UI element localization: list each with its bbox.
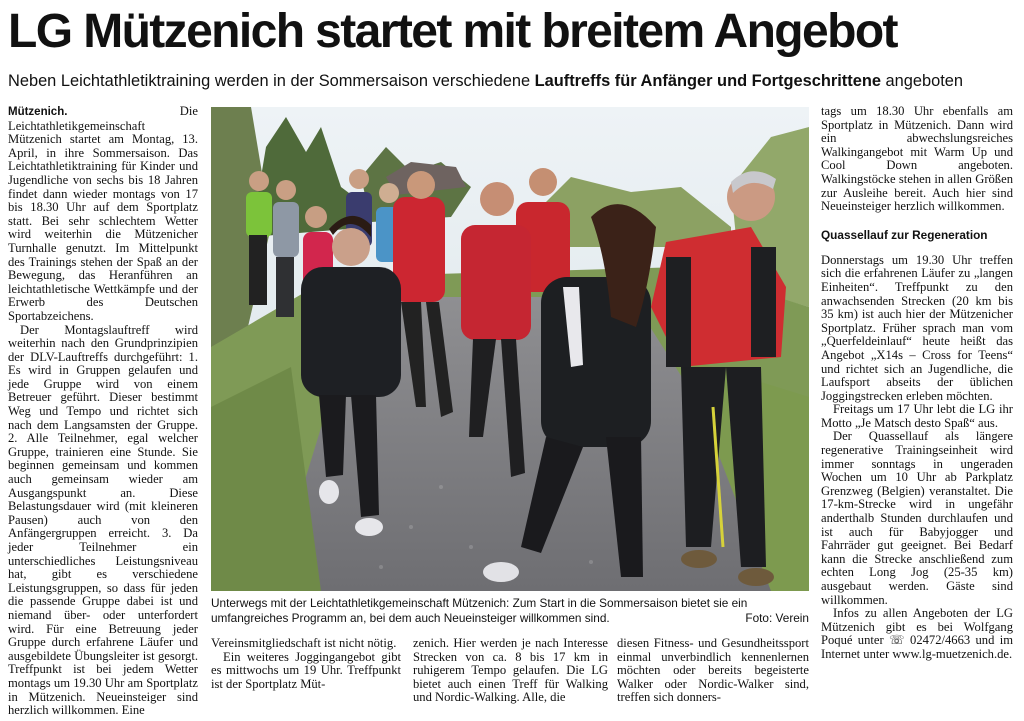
- photo-caption: [211, 596, 809, 625]
- paragraph: tags um 18.30 Uhr ebenfalls am Sportplatz in Mützenich. Dann wird ein abwechslungsreiches Walkingangebot mit Warm Up und Cool Down angeboten. Walkingstöcke stehen in allen Größen zur Ausleihe bereit. Auch hier sind Neueinsteiger herzlich willkommen.: [821, 104, 1013, 214]
- paragraph: Der Montagslauftreff wird weiterhin nach den Grundprinzipien der DLV-Lauftreffs durchgeführt: 1. Es wird in Gruppen gelaufen und jede Gruppe wird von einem Betreuer geführt. Dieser bestimmt Weg und Tempo und richtet sich nach dem Langsamsten der Gruppe. 2. Alle Teilnehmer, egal welcher Gruppe, trainieren eine Stunde. Sie beginnen gemeinsam und kommen auch gemeinsam wieder am Ausgangspunkt an. Diese Belastungsdauer wird (mit kleineren Pausen) auch von den Anfängergruppen erreicht. 3. Da jeder Teilnehmer ein unterschiedliches Leistungsniveau hat, gibt es verschiedene Leistungsgruppen, so dass für jeden die passende Gruppe dabei ist und niemand über- oder unterfordert wird. Für eine Betreuung jeder Gruppe durch erfahrene Läufer und ausgebildete Übungsleiter ist gesorgt. Treffpunkt ist bei jedem Wetter montags um 19.30 Uhr am Sportplatz in Mützenich. Neueinsteiger sind herzlich willkommen. Eine: [8, 322, 198, 718]
- article-photo: [211, 107, 809, 591]
- headline: LG Mützenich startet mit breitem Angebot: [8, 5, 897, 58]
- paragraph-text: Die Leichtathletikgemeinschaft Mützenich startet am Montag, 13. April, in ihre Sommersaison. Das Leichtathletiktraining für Kinder und Jugendliche von sechs bis 18 Jahren findet dann wieder montags von 17 bis 18.30 Uhr auf dem Sportplatz statt. Bei sehr schlechtem Wetter wird weiterhin die Mützenicher Turnhalle genutzt. Im Mittelpunkt des Trainings stehen der Spaß an der Bewegung, das Heranführen an leichtathletische Wettkämpfe und der Erwerb des Deutschen Sportabzeichens.: [8, 104, 198, 323]
- caption-text: Unterwegs mit der Leichtathletikgemeinschaft Mützenich: Zum Start in die Sommersaison bietet sie ein umfangreiches Programm an, bei dem auch Neueinsteiger willkommen sind.: [211, 596, 748, 625]
- photo-credit: Foto: Verein: [745, 610, 809, 625]
- dateline: Mützenich.: [8, 106, 68, 118]
- article-column-2: [211, 637, 401, 721]
- article-column-3: [413, 637, 608, 721]
- subheadline-end: angeboten: [880, 72, 964, 90]
- paragraph: Ein weiteres Joggingangebot gibt es mittwochs um 19 Uhr. Treffpunkt ist der Sportplatz Müt-: [211, 649, 401, 691]
- paragraph: Infos zu allen Angeboten der LG Mützenich gibt es bei Wolfgang Poqué unter ☏ 02472/4663 und im Internet unter www.lg-muetzenich.de.: [821, 606, 1013, 661]
- subheadline-start: Neben Leichtathletiktraining werden in der Sommersaison verschiedene: [8, 72, 535, 90]
- subheadline: [8, 70, 1018, 92]
- paragraph: [8, 105, 198, 324]
- paragraph: diesen Fitness- und Gesundheitssport einmal unverbindlich kennenlernen möchten oder bereits begeisterte Walker oder Nordic-Walker sind, treffen sich donners-: [617, 637, 809, 705]
- paragraph: zenich. Hier werden je nach Interesse Strecken von ca. 8 bis 17 km in ruhigerem Tempo gelaufen. Die LG bietet auch einen Treff für Walking und Nordic-Walking. Alle, die: [413, 637, 608, 705]
- article-column-4: [617, 637, 809, 721]
- subheadline-bold: Lauftreffs für Anfänger und Fortgeschrittene: [534, 72, 881, 90]
- paragraph: Freitags um 17 Uhr lebt die LG ihr Motto „Je Matsch desto Spaß“ aus.: [821, 402, 1013, 430]
- paragraph: Der Quassellauf als längere regenerative Trainingseinheit wird immer sonntags in ungeraden Wochen um 10 Uhr ab Parkplatz Grenzweg (Belgien) veranstaltet. Die 17-km-Strecke wird in ungefähr anderthalb Stunden durchlaufen und ist auch für Babyjogger und Fahrräder gut geeignet. Bei Bedarf kann die Strecke anschließend zum echten Long Jog (25-35 km) ausgebaut werden. Gäste sind willkommen.: [821, 429, 1013, 607]
- article-column-1: [8, 105, 198, 718]
- runners-photo: [211, 107, 809, 591]
- article-column-5: [821, 105, 1013, 662]
- paragraph: Vereinsmitgliedschaft ist nicht nötig.: [211, 637, 397, 650]
- paragraph: Donnerstags um 19.30 Uhr treffen sich die erfahrenen Läufer zu „langen Einheiten“. Treffpunkt zu den anwachsenden Strecken (20 km bis 35 km) ist auch hier der Mützenicher Sportplatz. Früher sprach man vom „Querfeldeinlauf“ heute heißt das Angebot „X14s – Cross for Teens“ und richtet sich an Jugendliche, die Laufsport abseits der üblichen Joggingstrecken erleben möchten.: [821, 252, 1013, 403]
- subheading: Quassellauf zur Regeneration: [821, 227, 988, 242]
